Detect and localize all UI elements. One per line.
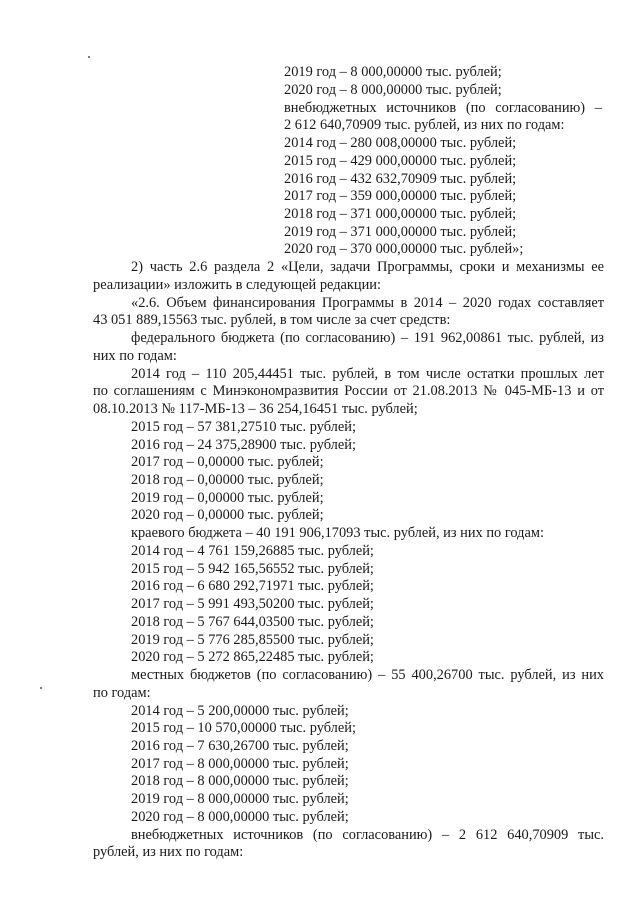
text-line: местных бюджетов (по согласованию) – 55 400,26700 тыс. рублей, из них [131,667,604,683]
text-line: 2019 год – 0,00000 тыс. рублей; [131,490,324,506]
text-line: 2020 год – 0,00000 тыс. рублей; [131,507,324,523]
text-line: краевого бюджета – 40 191 906,17093 тыс. рублей, из них по годам: [131,525,544,541]
text-line: 2018 год – 5 767 644,03500 тыс. рублей; [131,614,374,630]
text-line: 2015 год – 5 942 165,56552 тыс. рублей; [131,561,374,577]
text-line: 2015 год – 429 000,00000 тыс. рублей; [284,153,517,169]
text-line: 2020 год – 8 000,00000 тыс. рублей; [284,82,502,98]
scan-speck [88,56,90,58]
text-line: 2020 год – 370 000,00000 тыс. рублей»; [284,241,524,257]
text-line: 2016 год – 7 630,26700 тыс. рублей; [131,738,349,754]
text-line: по соглашениям с Минэкономразвития России от 21.08.2013 № 045-МБ-13 и от [93,383,604,399]
text-line: 2016 год – 24 375,28900 тыс. рублей; [131,437,356,453]
text-line: реализации» изложить в следующей редакции: [93,277,382,293]
text-line: 2 612 640,70909 тыс. рублей, из них по годам: [284,117,565,133]
text-line: 2016 год – 6 680 292,71971 тыс. рублей; [131,578,374,594]
text-line: рублей, из них по годам: [93,844,244,860]
text-line: 2019 год – 8 000,00000 тыс. рублей; [131,791,349,807]
text-line: 2017 год – 0,00000 тыс. рублей; [131,454,324,470]
text-line: федерального бюджета (по согласованию) – 191 962,00861 тыс. рублей, из [131,330,604,346]
text-line: 2018 год – 8 000,00000 тыс. рублей; [131,773,349,789]
text-line: «2.6. Объем финансирования Программы в 2014 – 2020 годах составляет [131,295,604,311]
text-line: по годам: [93,685,151,701]
text-line: 2019 год – 8 000,00000 тыс. рублей; [284,64,502,80]
text-line: 2017 год – 359 000,00000 тыс. рублей; [284,188,517,204]
text-line: 2017 год – 8 000,00000 тыс. рублей; [131,756,349,772]
text-line: 2015 год – 10 570,00000 тыс. рублей; [131,720,356,736]
text-line: внебюджетных источников (по согласованию) – 2 612 640,70909 тыс. [131,827,604,843]
text-line: 2019 год – 371 000,00000 тыс. рублей; [284,224,517,240]
text-line: 2014 год – 4 761 159,26885 тыс. рублей; [131,543,374,559]
text-line: 2014 год – 280 008,00000 тыс. рублей; [284,135,517,151]
text-line: них по годам: [93,348,177,364]
text-line: 2018 год – 0,00000 тыс. рублей; [131,472,324,488]
text-line: 2) часть 2.6 раздела 2 «Цели, задачи Программы, сроки и механизмы ее [131,259,604,275]
text-line: 2018 год – 371 000,00000 тыс. рублей; [284,206,517,222]
text-line: 2017 год – 5 991 493,50200 тыс. рублей; [131,596,374,612]
text-line: 2020 год – 5 272 865,22485 тыс. рублей; [131,649,374,665]
text-line: 2015 год – 57 381,27510 тыс. рублей; [131,419,356,435]
text-line: внебюджетных источников (по согласованию) – [284,100,602,116]
text-line: 2014 год – 5 200,00000 тыс. рублей; [131,703,349,719]
scan-speck [40,687,42,689]
text-line: 08.10.2013 № 117-МБ-13 – 36 254,16451 тыс. рублей; [93,401,418,417]
text-line: 2014 год – 110 205,44451 тыс. рублей, в том числе остатки прошлых лет [131,366,604,382]
text-line: 2016 год – 432 632,70909 тыс. рублей; [284,171,517,187]
text-line: 2020 год – 8 000,00000 тыс. рублей; [131,809,349,825]
text-line: 2019 год – 5 776 285,85500 тыс. рублей; [131,632,374,648]
text-line: 43 051 889,15563 тыс. рублей, в том числе за счет средств: [93,312,451,328]
